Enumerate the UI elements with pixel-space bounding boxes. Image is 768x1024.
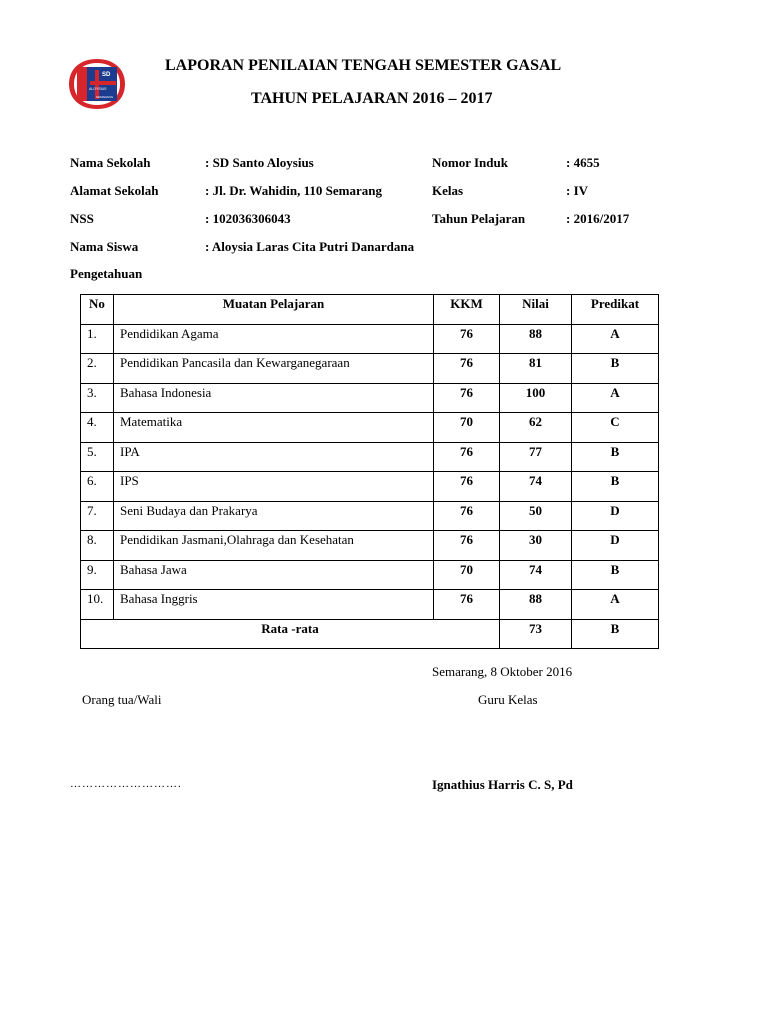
row-no: 3. [81, 383, 114, 413]
school-year-value: : 2016/2017 [566, 211, 630, 226]
svg-text:SD: SD [102, 72, 111, 78]
row-kkm: 76 [434, 501, 500, 531]
table-row [81, 413, 659, 443]
grades-table [80, 294, 659, 649]
row-no: 6. [81, 472, 114, 502]
average-label: Rata -rata [81, 619, 500, 649]
row-kkm: 76 [434, 472, 500, 502]
report-title: LAPORAN PENILAIAN TENGAH SEMESTER GASAL [165, 57, 562, 74]
row-no: 9. [81, 560, 114, 590]
row-score: 74 [500, 560, 572, 590]
teacher-name: Ignathius Harris C. S, Pd [432, 777, 573, 792]
row-subject: Bahasa Indonesia [114, 383, 434, 413]
row-grade: A [572, 383, 659, 413]
average-score: 73 [500, 619, 572, 649]
row-subject: Pendidikan Jasmani,Olahraga dan Kesehatan [114, 531, 434, 561]
average-grade: B [572, 619, 659, 649]
student-name-value: : Aloysia Laras Cita Putri Danardana [205, 239, 415, 254]
row-score: 62 [500, 413, 572, 443]
row-score: 30 [500, 531, 572, 561]
svg-text:SEMARANG: SEMARANG [96, 95, 114, 99]
report-subtitle: TAHUN PELAJARAN 2016 – 2017 [251, 90, 493, 107]
school-address-label: Alamat Sekolah [70, 183, 159, 198]
row-grade: D [572, 501, 659, 531]
table-row [81, 531, 659, 561]
row-subject: Bahasa Jawa [114, 560, 434, 590]
reg-number-label: Nomor Induk [432, 155, 508, 170]
parent-signature-line: ………………………. [70, 778, 182, 790]
place-date: Semarang, 8 Oktober 2016 [432, 664, 573, 679]
row-grade: B [572, 560, 659, 590]
row-subject: IPS [114, 472, 434, 502]
table-row [81, 560, 659, 590]
teacher-label: Guru Kelas [478, 692, 538, 707]
table-row [81, 354, 659, 384]
row-subject: Pendidikan Agama [114, 324, 434, 354]
school-year-label: Tahun Pelajaran [432, 211, 526, 226]
row-kkm: 76 [434, 590, 500, 620]
row-subject: Pendidikan Pancasila dan Kewarganegaraan [114, 354, 434, 384]
row-kkm: 76 [434, 531, 500, 561]
row-grade: B [572, 472, 659, 502]
class-label: Kelas [432, 183, 464, 198]
row-score: 74 [500, 472, 572, 502]
row-no: 2. [81, 354, 114, 384]
school-address-value: : Jl. Dr. Wahidin, 110 Semarang [205, 183, 382, 198]
row-score: 88 [500, 590, 572, 620]
table-row [81, 590, 659, 620]
row-kkm: 76 [434, 442, 500, 472]
row-no: 4. [81, 413, 114, 443]
section-label: Pengetahuan [70, 266, 143, 281]
row-no: 10. [81, 590, 114, 620]
col-header-score: Nilai [500, 295, 572, 325]
row-subject: Bahasa Inggris [114, 590, 434, 620]
row-kkm: 76 [434, 354, 500, 384]
col-header-kkm: KKM [434, 295, 500, 325]
parent-label: Orang tua/Wali [82, 692, 162, 707]
row-score: 77 [500, 442, 572, 472]
col-header-grade: Predikat [572, 295, 659, 325]
row-grade: B [572, 354, 659, 384]
table-row [81, 324, 659, 354]
table-row [81, 472, 659, 502]
row-score: 50 [500, 501, 572, 531]
school-logo-icon [66, 57, 128, 111]
row-kkm: 76 [434, 383, 500, 413]
row-kkm: 70 [434, 413, 500, 443]
nss-label: NSS [70, 211, 94, 226]
table-row [81, 442, 659, 472]
row-score: 81 [500, 354, 572, 384]
col-header-no: No [81, 295, 114, 325]
svg-text:ALOYSIUS: ALOYSIUS [89, 87, 107, 91]
row-score: 88 [500, 324, 572, 354]
row-no: 5. [81, 442, 114, 472]
row-no: 1. [81, 324, 114, 354]
school-logo [66, 57, 128, 111]
col-header-subject: Muatan Pelajaran [114, 295, 434, 325]
row-subject: Seni Budaya dan Prakarya [114, 501, 434, 531]
nss-value: : 102036306043 [205, 211, 291, 226]
row-no: 7. [81, 501, 114, 531]
row-kkm: 76 [434, 324, 500, 354]
row-grade: B [572, 442, 659, 472]
row-grade: A [572, 590, 659, 620]
table-row [81, 501, 659, 531]
class-value: : IV [566, 183, 589, 198]
row-grade: C [572, 413, 659, 443]
table-row [81, 383, 659, 413]
student-name-label: Nama Siswa [70, 239, 139, 254]
row-no: 8. [81, 531, 114, 561]
row-kkm: 70 [434, 560, 500, 590]
row-grade: D [572, 531, 659, 561]
row-subject: IPA [114, 442, 434, 472]
reg-number-value: : 4655 [566, 155, 600, 170]
row-subject: Matematika [114, 413, 434, 443]
row-grade: A [572, 324, 659, 354]
table-header-row [81, 295, 659, 325]
school-name-label: Nama Sekolah [70, 155, 151, 170]
row-score: 100 [500, 383, 572, 413]
school-name-value: : SD Santo Aloysius [205, 155, 314, 170]
average-row [81, 619, 659, 649]
